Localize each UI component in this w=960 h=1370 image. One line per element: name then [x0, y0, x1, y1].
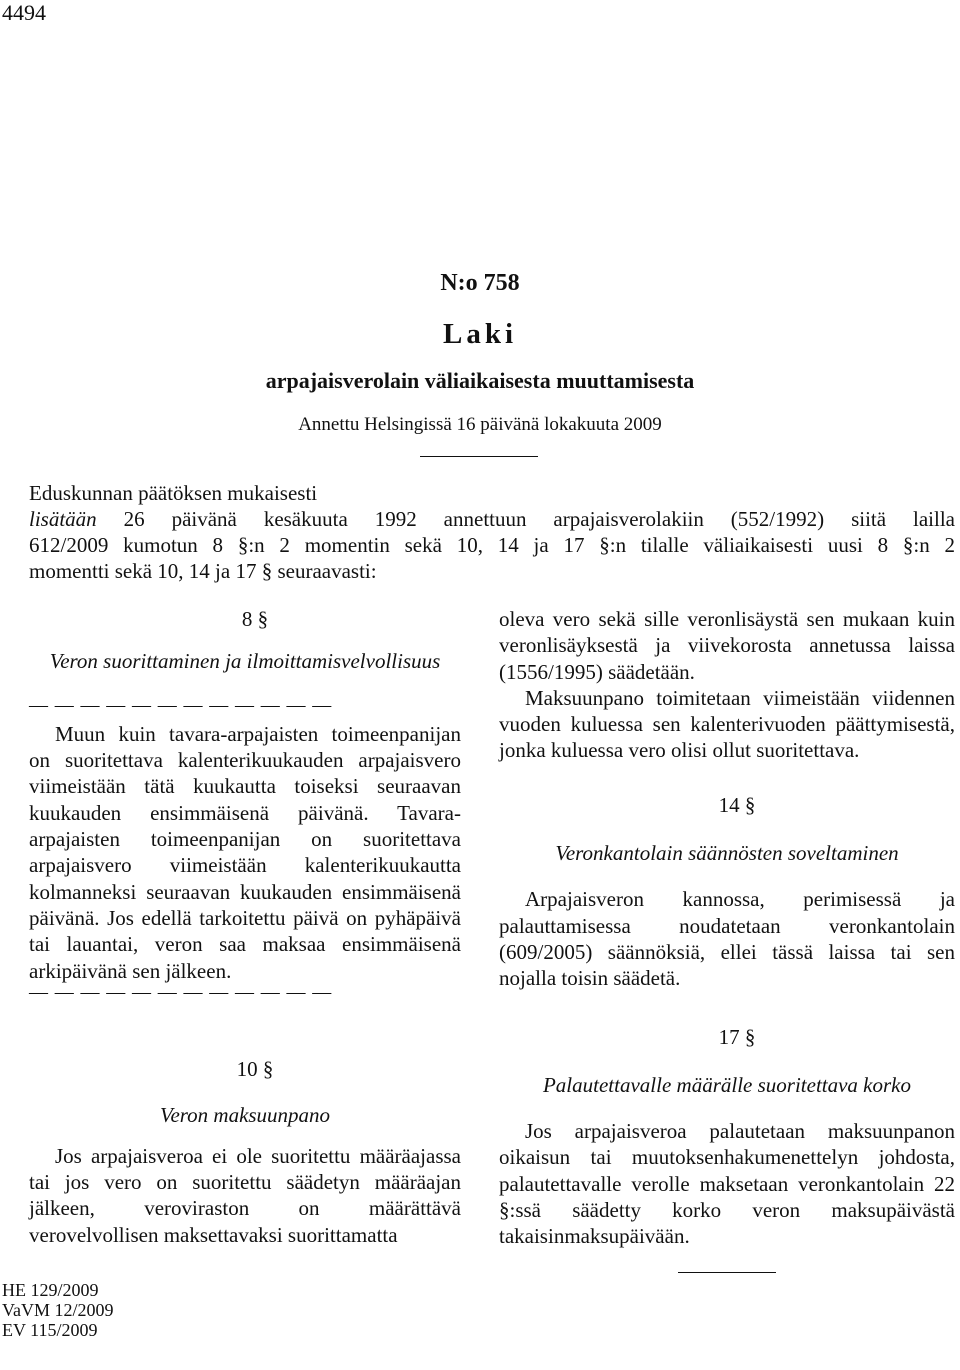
parliament-reply-ref: EV 115/2009	[2, 1320, 98, 1340]
omission-dashes: — — — — — — — — — — — —	[29, 694, 333, 716]
intro-line-3: 612/2009 kumotun 8 §:n 2 momentin sekä 10, 14 ja 17 §:n tilalle väliaikaisesti uusi 8 §:n 2	[29, 533, 955, 557]
section-10-heading: 10 §	[236, 1057, 274, 1082]
statute-number: N:o 758	[440, 270, 520, 296]
intro-line-2-rest: 26 päivänä kesäkuuta 1992 annettuun arpajaisverolakiin (552/1992) siitä lailla	[96, 507, 955, 531]
section-14-heading: 14 §	[718, 792, 756, 817]
section-17-heading: 17 §	[718, 1024, 756, 1049]
legislative-references	[2, 1280, 114, 1340]
section-8-paragraph: Muun kuin tavara-arpajaisten toimeenpanijan on suoritettava kalenterikuukauden arpajaisvero viimeistään tätä kuukautta toiseksi seuraavan kuukauden ensimmäisenä päivänä. Tavara-arpajaisten toimeenpanijan on suoritettava arpajaisvero viimeistään kalenterikuukautta kolmanneksi seuraavan kuukauden ensimmäisenä päivänä. Jos edellä tarkoitettu päivä on pyhäpäivä tai lauantai, veron saa maksaa ensimmäisenä arkipäivänä sen jälkeen.	[29, 721, 461, 983]
committee-report-ref: VaVM 12/2009	[2, 1300, 114, 1320]
intro-line-4: momentti sekä 10, 14 ja 17 § seuraavasti:	[29, 559, 377, 583]
page-number: 4494	[2, 0, 46, 25]
section-10-paragraph-2: Maksuunpano toimitetaan viimeistään viidennen vuoden kuluessa sen kalenterivuoden päättymisestä, jonka kuluessa vero olisi ollut suoritettava.	[499, 685, 955, 763]
law-title: arpajaisverolain väliaikaisesta muuttamisesta	[265, 368, 695, 393]
section-17-paragraph: Jos arpajaisveroa palautetaan maksuunpanon oikaisun tai muutoksenhakumenettelyn johdosta, palautettavalle verolle maksetaan veronkantolain 22 §:ssä säädetty korko veron maksupäivästä takaisinmaksupäivään.	[499, 1119, 955, 1249]
omission-dashes-end: — — — — — — — — — — — —	[29, 981, 333, 1003]
section-10-paragraph-1: Jos arpajaisveroa ei ole suoritettu määräajassa tai jos vero on suoritettu säädetyn määräajan jälkeen, veroviraston on määrättävä verovelvollisen maksettavaksi suorittamatta	[29, 1143, 461, 1247]
left-column	[29, 606, 461, 1248]
intro-line-1: Eduskunnan päätöksen mukaisesti	[29, 481, 318, 505]
government-proposal-ref: HE 129/2009	[2, 1280, 99, 1300]
section-14-paragraph: Arpajaisveron kannossa, perimisessä ja palauttamisessa noudatetaan veronkantolain (609/2005) säännöksiä, ellei tässä laissa tai sen nojalla toisin säädetä.	[499, 887, 955, 991]
intro-italic-verb: lisätään	[29, 507, 97, 531]
section-14-title: Veronkantolain säännösten soveltaminen	[555, 841, 899, 866]
section-8-title: Veron suorittaminen ja ilmoittamisvelvollisuus	[49, 649, 441, 674]
intro-line-2	[29, 506, 955, 532]
document-type: Laki	[442, 318, 518, 350]
section-10-title: Veron maksuunpano	[159, 1103, 331, 1128]
given-date: Annettu Helsingissä 16 päivänä lokakuuta 2009	[298, 414, 662, 435]
header-rule	[420, 456, 538, 457]
enactment-intro	[29, 480, 955, 584]
section-17-title: Palautettavalle määrälle suoritettava korko	[542, 1072, 911, 1097]
section-10-paragraph-1-continued: oleva vero sekä sille veronlisäystä sen mukaan kuin veronlisäyksestä ja viivekorosta annetussa laissa (1556/1995) säädetään.	[499, 607, 955, 684]
end-rule	[678, 1272, 776, 1273]
right-column	[499, 606, 955, 1273]
section-8-heading: 8 §	[241, 607, 269, 631]
